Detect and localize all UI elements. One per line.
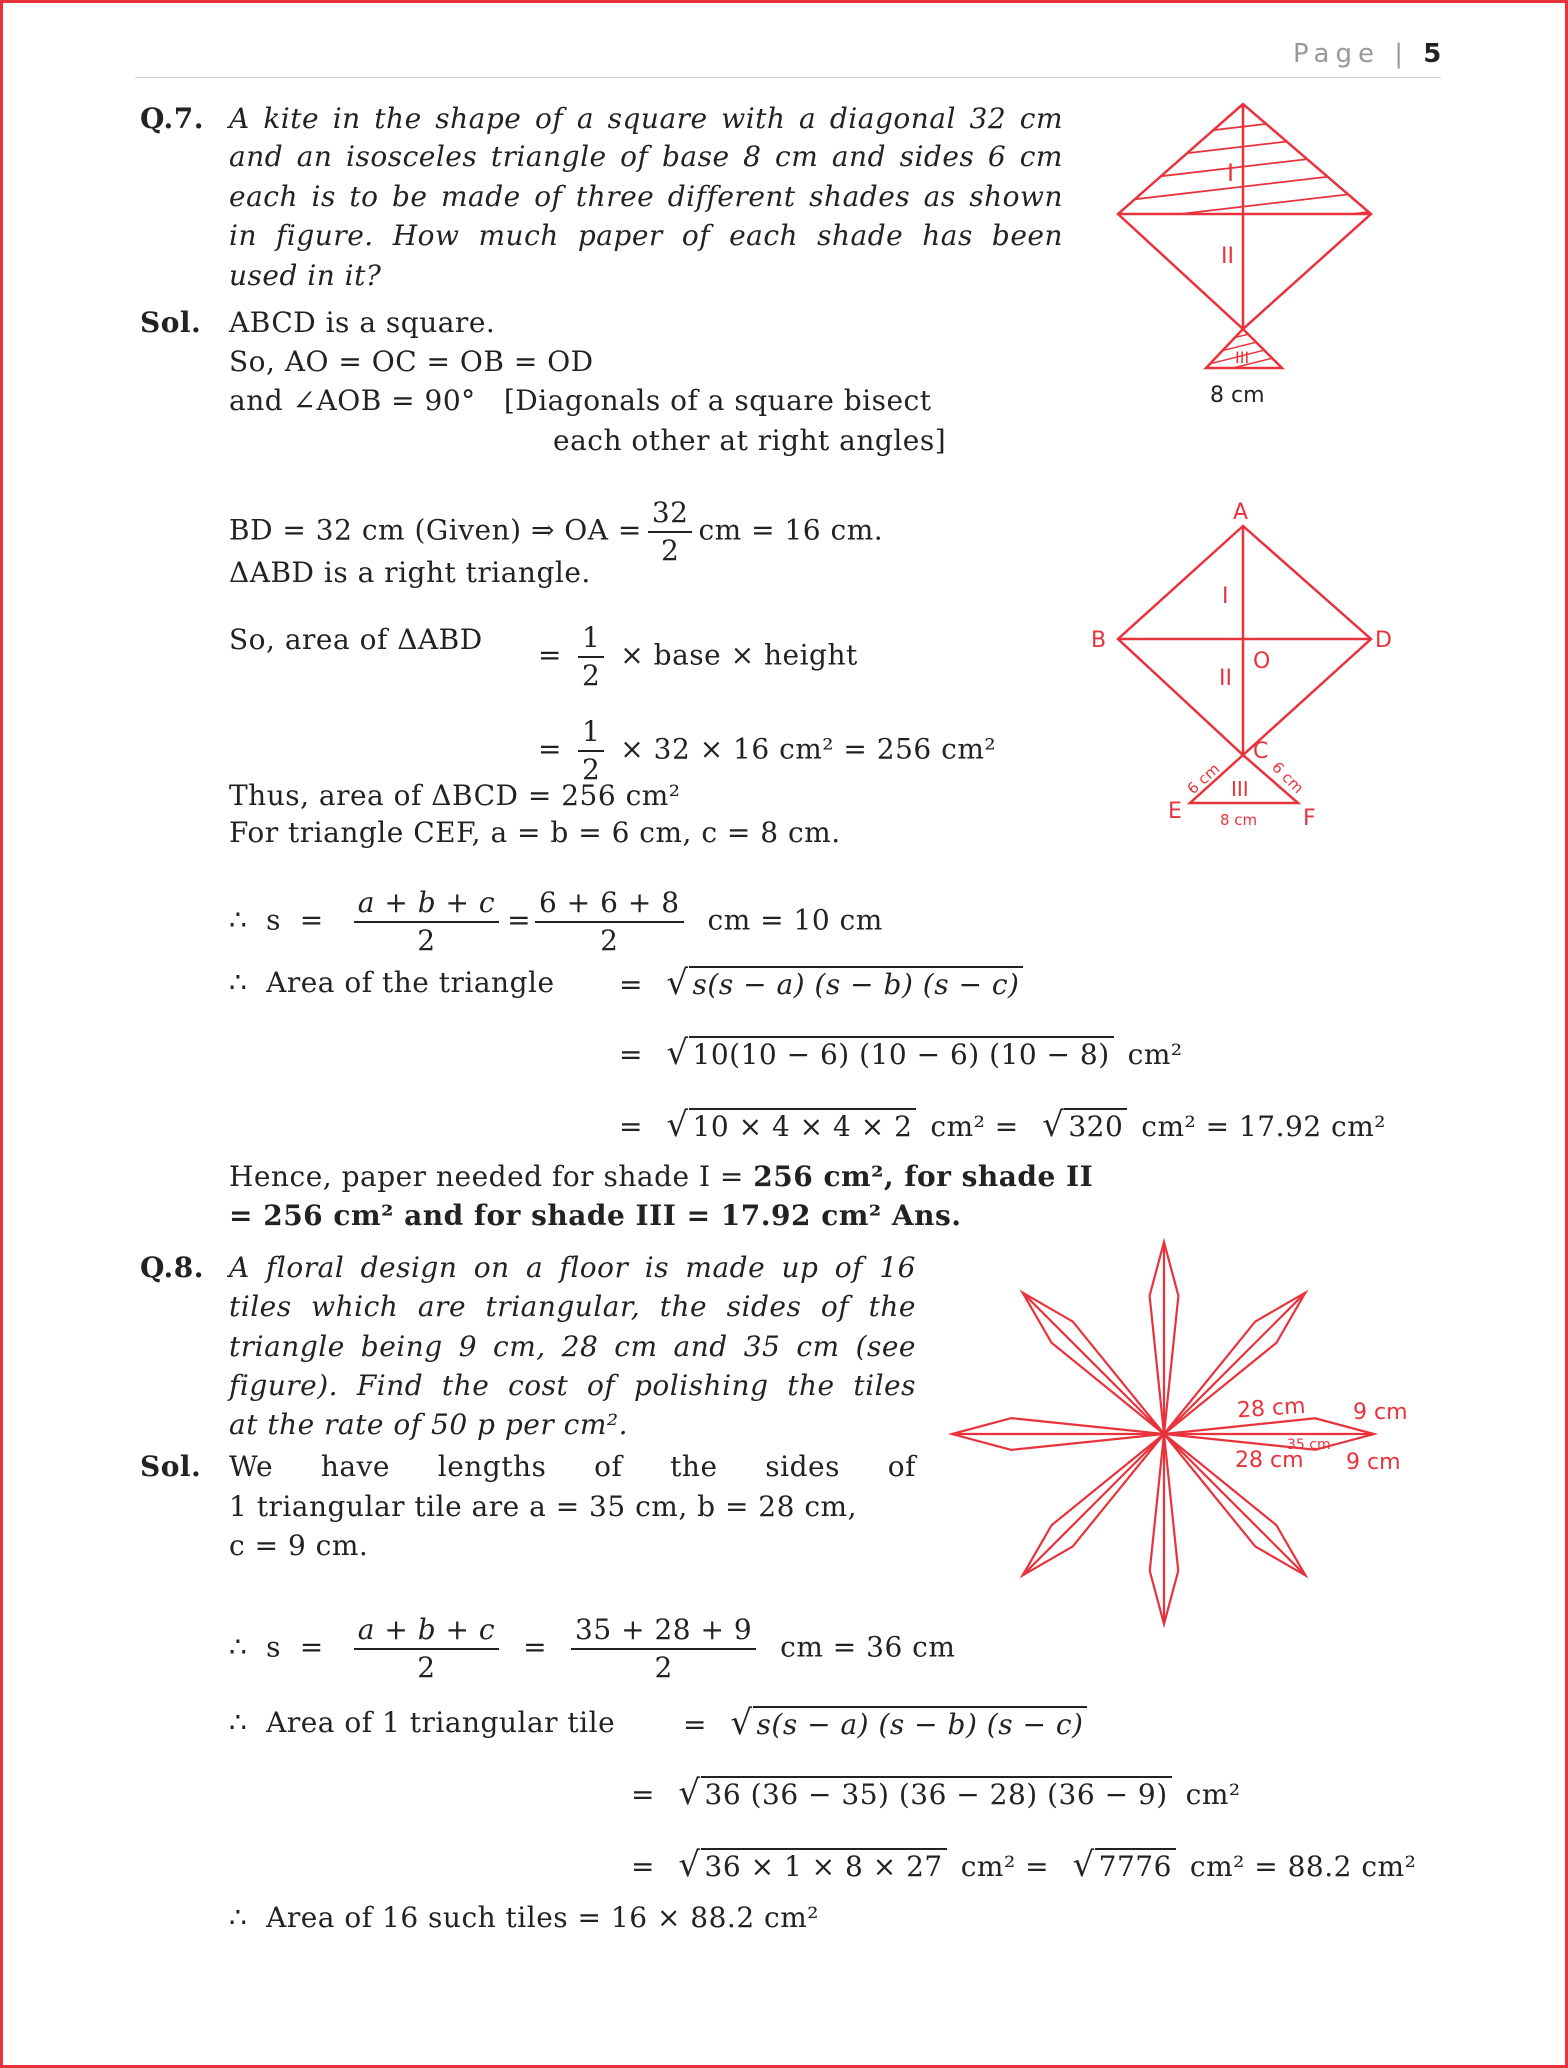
solution-7-label: Sol. [140, 306, 202, 339]
text: cm² = [930, 1110, 1019, 1143]
equals: = [523, 1630, 548, 1664]
shade-label: I [1222, 584, 1229, 609]
radicand: 320 [1064, 1108, 1127, 1143]
square-root: √ 36 × 1 × 8 × 27 [678, 1845, 946, 1887]
vertex-label: C [1253, 739, 1269, 764]
question-7-line: each is to be made of three different shades as shown [229, 180, 1063, 213]
denominator: 2 [600, 924, 619, 957]
answer-line: = 256 cm² and for shade III = 17.92 cm² Ans. [229, 1199, 962, 1232]
solution-line: ΔABD is a right triangle. [229, 556, 591, 589]
question-7-line: and an isosceles triangle of base 8 cm and sides 6 cm [229, 140, 1063, 173]
radicand: s(s − a) (s − b) (s − c) [753, 1706, 1088, 1741]
denominator: 2 [661, 534, 680, 567]
question-8-label: Q.8. [140, 1251, 204, 1284]
solution-line: For triangle CEF, a = b = 6 cm, c = 8 cm. [229, 816, 841, 849]
radicand: s(s − a) (s − b) (s − c) [689, 966, 1024, 1001]
question-8-line: at the rate of 50 p per cm². [229, 1408, 629, 1441]
square-root: √ s(s − a) (s − b) (s − c) [666, 963, 1023, 1005]
dimension-label: 28 cm [1235, 1448, 1304, 1473]
solution-line: ∴ Area of 1 triangular tile [229, 1706, 616, 1739]
vertex-label: E [1168, 799, 1182, 824]
shade-label: II [1219, 666, 1232, 691]
solution-line: So, AO = OC = OB = OD [229, 345, 594, 378]
equals: = [631, 1850, 655, 1883]
question-8-line: A floral design on a floor is made up of 16 [229, 1251, 916, 1284]
numerator: a + b + c [354, 1612, 499, 1650]
solution-line: ∴ Area of the triangle [229, 966, 555, 999]
numerator: 6 + 6 + 8 [535, 885, 683, 923]
equals: = [507, 903, 532, 937]
petal-midline [1023, 1434, 1164, 1575]
text: cm = 16 cm. [698, 513, 884, 547]
equals: = [683, 1708, 707, 1741]
text: cm² [1185, 1778, 1241, 1811]
kite-figure-shaded [1103, 88, 1403, 378]
equals: = [631, 1778, 655, 1811]
square-root: √ 36 (36 − 35) (36 − 28) (36 − 9) [678, 1773, 1171, 1815]
dimension-label: 8 cm [1220, 811, 1258, 829]
dimension-label: 6 cm [1183, 759, 1224, 798]
dimension-label: 35 cm [1287, 1437, 1331, 1453]
radicand: 10(10 − 6) (10 − 6) (10 − 8) [689, 1036, 1114, 1071]
solution-line: c = 9 cm. [229, 1529, 369, 1562]
numerator: 35 + 28 + 9 [571, 1612, 756, 1650]
dimension-label: 8 cm [1210, 383, 1265, 408]
denominator: 2 [417, 924, 436, 957]
vertex-label: B [1091, 628, 1107, 653]
vertex-label: A [1233, 500, 1249, 525]
equals: = [619, 968, 643, 1001]
vertex-label: F [1303, 806, 1316, 831]
question-8-line: figure). Find the cost of polishing the tiles [229, 1369, 916, 1402]
text: cm = 36 cm [780, 1630, 956, 1664]
dimension-label: 6 cm [1268, 758, 1308, 798]
equals: = [619, 1110, 643, 1143]
floral-design [952, 1242, 1374, 1624]
equals: = [538, 732, 562, 766]
square-root: √ 10(10 − 6) (10 − 6) (10 − 8) [666, 1033, 1113, 1075]
text: ∴ s = [229, 1630, 324, 1664]
kite-square [1118, 104, 1371, 329]
solution-line: ∴ Area of 16 such tiles = 16 × 88.2 cm² [229, 1901, 820, 1934]
solution-line: ABCD is a square. [229, 306, 496, 339]
vertex-label: D [1375, 628, 1392, 653]
question-7-line: used in it? [229, 259, 382, 292]
page-number: 5 [1423, 39, 1442, 69]
petal-midline [1023, 1293, 1164, 1434]
denominator: 2 [581, 753, 601, 786]
radicand: 10 × 4 × 4 × 2 [689, 1108, 917, 1143]
solution-line: and ∠AOB = 90° [Diagonals of a square bisect [229, 384, 932, 417]
vertex-label: O [1253, 649, 1271, 674]
square-root: √ 7776 [1072, 1845, 1175, 1887]
answer-text: 256 cm², for shade II [753, 1160, 1094, 1193]
numerator: a + b + c [354, 885, 499, 923]
figures-layer [3, 3, 1568, 2068]
numerator: 1 [578, 620, 604, 658]
solution-line: Thus, area of ΔBCD = 256 cm² [229, 779, 681, 812]
dimension-label: 9 cm [1353, 1400, 1408, 1425]
text: Hence, paper needed for shade I = [229, 1160, 744, 1193]
question-7-line: A kite in the shape of a square with a diagonal 32 cm [229, 102, 1063, 135]
page-separator: | [1394, 39, 1409, 69]
text: ∴ s = [229, 903, 324, 937]
radicand: 36 × 1 × 8 × 27 [701, 1848, 947, 1883]
text: cm² = 17.92 cm² [1141, 1110, 1386, 1143]
denominator: 2 [654, 1651, 673, 1684]
solution-line: We have lengths of the sides of [229, 1450, 916, 1483]
shade-hatching [1103, 88, 1403, 263]
text: cm² [1127, 1038, 1183, 1071]
solution-line: 1 triangular tile are a = 35 cm, b = 28 cm, [229, 1490, 857, 1523]
radicand: 7776 [1095, 1848, 1176, 1883]
equals: = [619, 1038, 643, 1071]
solution-line: So, area of ΔABD [229, 623, 483, 656]
text: cm² = [960, 1850, 1050, 1883]
square-root: √ s(s − a) (s − b) (s − c) [730, 1703, 1087, 1745]
text: cm² = 88.2 cm² [1189, 1850, 1417, 1883]
dimension-label: 28 cm [1236, 1393, 1307, 1424]
square-root: √ 10 × 4 × 4 × 2 [666, 1105, 916, 1147]
text: × 32 × 16 cm² = 256 cm² [620, 732, 997, 766]
text: cm = 10 cm [707, 903, 883, 937]
radicand: 36 (36 − 35) (36 − 28) (36 − 9) [701, 1776, 1172, 1811]
shade-label: III [1235, 348, 1250, 367]
solution-8-label: Sol. [140, 1450, 202, 1483]
shade-label: III [1231, 777, 1249, 801]
kite-figure-labeled [1118, 526, 1371, 803]
question-7-line: in figure. How much paper of each shade has been [229, 219, 1063, 252]
solution-line: each other at right angles] [553, 424, 947, 457]
shade-label: I [1227, 159, 1235, 187]
square-root: √ 320 [1042, 1105, 1127, 1147]
denominator: 2 [417, 1651, 436, 1684]
numerator: 1 [578, 714, 604, 752]
question-8-line: tiles which are triangular, the sides of the [229, 1290, 916, 1323]
text: BD = 32 cm (Given) ⇒ OA = [229, 513, 642, 547]
question-8-line: triangle being 9 cm, 28 cm and 35 cm (see [229, 1330, 916, 1363]
question-7-label: Q.7. [140, 102, 204, 135]
denominator: 2 [581, 659, 601, 692]
dimension-label: 9 cm [1346, 1450, 1401, 1475]
page-label: Page [1293, 39, 1380, 69]
numerator: 32 [648, 495, 693, 533]
text: × base × height [620, 638, 858, 672]
equals: = [538, 638, 562, 672]
shade-label: II [1221, 244, 1234, 269]
